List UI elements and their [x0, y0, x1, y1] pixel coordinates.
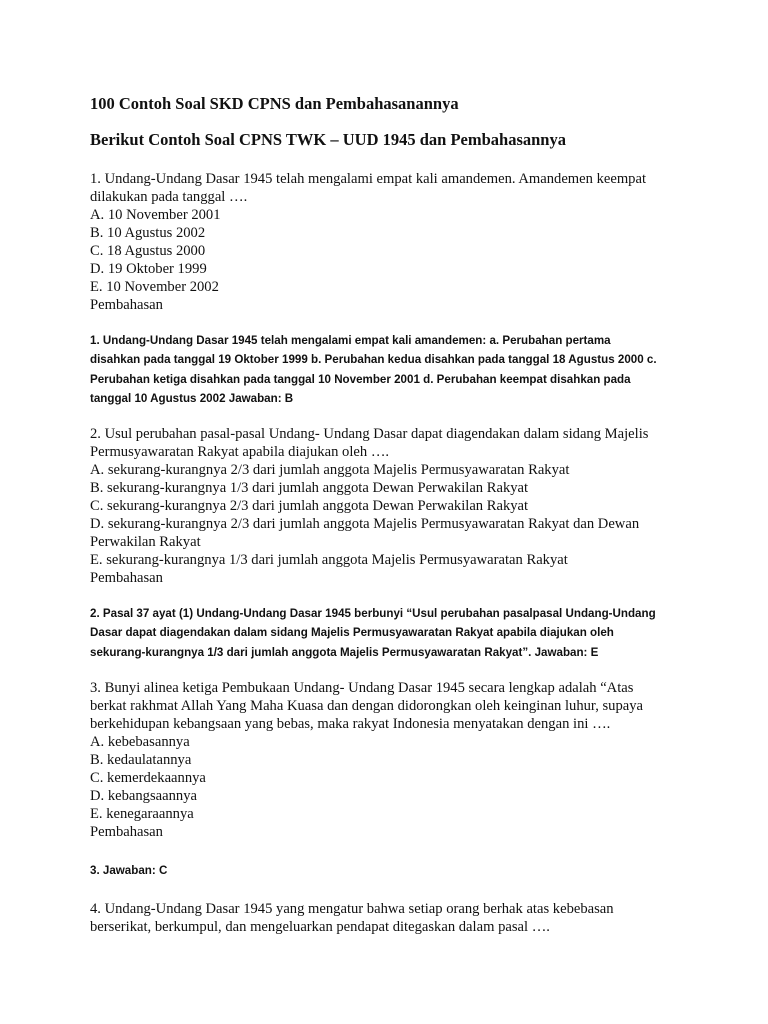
question-1-text-line: 1. Undang-Undang Dasar 1945 telah mengalami empat kali amandemen. Amandemen keempat	[90, 171, 647, 187]
pembahasan-label: Pembahasan	[90, 824, 163, 841]
explanation-line: tanggal 10 Agustus 2002 Jawaban: B	[90, 391, 294, 405]
question-3-text-line: 3. Bunyi alinea ketiga Pembukaan Undang- Undang Dasar 1945 secara lengkap adalah “Atas	[90, 680, 634, 697]
explanation-line: 1. Undang-Undang Dasar 1945 telah mengalami empat kali amandemen: a. Perubahan pertama	[90, 334, 611, 347]
option-d-continued: Perwakilan Rakyat	[90, 534, 201, 551]
pembahasan-label: Pembahasan	[90, 297, 163, 313]
document-subtitle: Berikut Contoh Soal CPNS TWK – UUD 1945 dan Pembahasannya	[90, 130, 566, 149]
option-a: A. sekurang-kurangnya 2/3 dari jumlah anggota Majelis Permusyawaratan Rakyat	[90, 462, 570, 479]
question-3	[90, 679, 690, 841]
document-title: 100 Contoh Soal SKD CPNS dan Pembahasanannya	[90, 94, 459, 113]
document-page	[90, 94, 690, 936]
option-d: D. sekurang-kurangnya 2/3 dari jumlah anggota Majelis Permusyawaratan Rakyat dan Dewan	[90, 516, 640, 533]
question-2-text-line: Permusyawaratan Rakyat apabila diajukan oleh ….	[90, 444, 390, 461]
question-2-text-line: 2. Usul perubahan pasal-pasal Undang- Undang Dasar dapat diagendakan dalam sidang Majelis	[90, 426, 649, 443]
option-b: B. 10 Agustus 2002	[90, 225, 206, 241]
explanation-1	[90, 331, 690, 408]
explanation-line: sekurang-kurangnya 1/3 dari jumlah anggota Majelis Permusyawaratan Rakyat”. Jawaban: E	[90, 645, 599, 659]
option-d: D. kebangsaannya	[90, 788, 197, 805]
option-b: B. sekurang-kurangnya 1/3 dari jumlah anggota Dewan Perwakilan Rakyat	[90, 480, 529, 497]
option-c: C. sekurang-kurangnya 2/3 dari jumlah anggota Dewan Perwakilan Rakyat	[90, 498, 529, 515]
question-1-options	[90, 206, 690, 296]
pembahasan-label: Pembahasan	[90, 570, 163, 587]
option-c: C. 18 Agustus 2000	[90, 243, 206, 259]
explanation-line: Perubahan ketiga disahkan pada tanggal 10 November 2001 d. Perubahan keempat disahkan pada	[90, 372, 631, 386]
explanation-3	[90, 861, 690, 880]
explanation-line: 3. Jawaban: C	[90, 864, 168, 878]
option-e: E. kenegaraannya	[90, 806, 194, 823]
option-e: E. sekurang-kurangnya 1/3 dari jumlah anggota Majelis Permusyawaratan Rakyat	[90, 552, 568, 569]
question-3-text-line: berkat rakhmat Allah Yang Maha Kuasa dan dengan didorongkan oleh keinginan luhur, supaya	[90, 698, 644, 715]
explanation-2	[90, 604, 690, 662]
question-1-text-line: dilakukan pada tanggal ….	[90, 189, 248, 205]
question-1	[90, 170, 690, 314]
option-a: A. 10 November 2001	[90, 207, 221, 223]
question-4-text-line: berserikat, berkumpul, dan mengeluarkan pendapat ditegaskan dalam pasal ….	[90, 919, 550, 936]
explanation-line: 2. Pasal 37 ayat (1) Undang-Undang Dasar 1945 berbunyi “Usul perubahan pasalpasal Undang-Undang	[90, 607, 656, 621]
option-c: C. kemerdekaannya	[90, 770, 206, 787]
question-4	[90, 900, 690, 936]
option-a: A. kebebasannya	[90, 734, 190, 751]
question-4-text-line: 4. Undang-Undang Dasar 1945 yang mengatur bahwa setiap orang berhak atas kebebasan	[90, 901, 614, 918]
question-3-options	[90, 733, 690, 823]
question-3-text-line: berkehidupan kebangsaan yang bebas, maka rakyat Indonesia menyatakan dengan ini ….	[90, 716, 611, 733]
option-b: B. kedaulatannya	[90, 752, 192, 769]
explanation-line: Dasar dapat diagendakan dalam sidang Majelis Permusyawaratan Rakyat apabila diajukan oleh	[90, 626, 614, 640]
option-e: E. 10 November 2002	[90, 279, 219, 295]
question-2-options	[90, 461, 690, 569]
question-2	[90, 425, 690, 587]
option-d: D. 19 Oktober 1999	[90, 261, 207, 277]
explanation-line: disahkan pada tanggal 19 Oktober 1999 b. Perubahan kedua disahkan pada tanggal 18 Agustus 2000 c.	[90, 353, 657, 367]
